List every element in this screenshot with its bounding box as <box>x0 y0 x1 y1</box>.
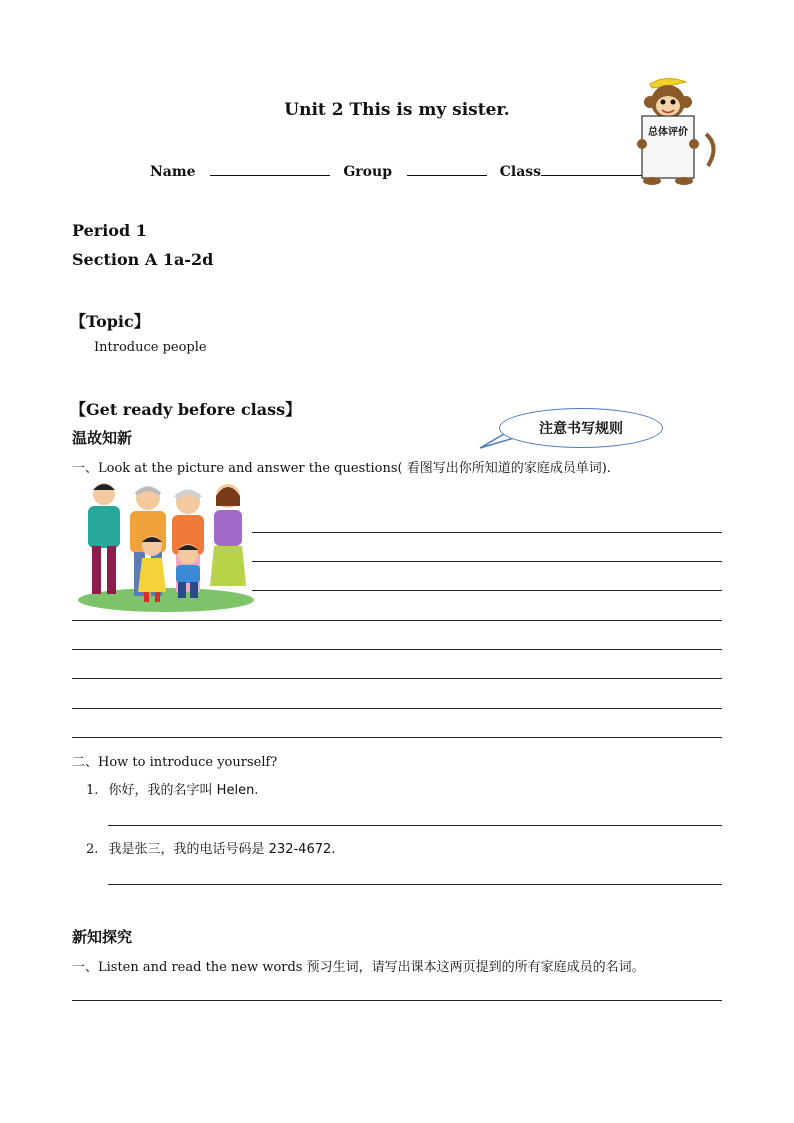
item-2-number: 2. <box>86 842 99 857</box>
period-label: Period 1 <box>72 221 147 240</box>
name-blank[interactable] <box>210 163 330 176</box>
page-title: Unit 2 This is my sister. <box>284 100 510 120</box>
get-ready-heading: 【Get ready before class】 <box>70 400 302 419</box>
question-2-text: 二、How to introduce yourself? <box>72 755 278 770</box>
writing-rules-bubble: 注意书写规则 <box>499 408 663 448</box>
answer-line[interactable] <box>72 708 722 709</box>
name-label: Name <box>150 164 196 180</box>
answer-line[interactable] <box>252 590 722 591</box>
question-1-picture <box>72 457 611 476</box>
section-label: Section A 1a-2d <box>72 250 214 269</box>
group-label: Group <box>343 164 392 180</box>
answer-line[interactable] <box>72 737 722 738</box>
topic-text: Introduce people <box>94 340 207 355</box>
badge-label: 总体评价 <box>648 127 688 138</box>
student-info-row <box>150 163 661 180</box>
answer-line[interactable] <box>252 532 722 533</box>
item-1-text: 你好，我的名字叫 Helen. <box>108 783 259 798</box>
answer-line[interactable] <box>72 1000 722 1001</box>
answer-line[interactable] <box>72 678 722 679</box>
question-1-text: 一、Look at the picture and answer the questions( 看图写出你所知道的家庭成员单词). <box>72 461 611 476</box>
item-1 <box>86 779 258 798</box>
new-knowledge-heading: 新知探究 <box>72 928 133 946</box>
monkey-evaluation-badge <box>628 74 718 189</box>
item-2-text: 我是张三，我的电话号码是 232-4672. <box>108 842 336 857</box>
class-label: Class <box>499 164 542 180</box>
answer-line[interactable] <box>108 825 722 826</box>
item-1-number: 1. <box>86 783 99 798</box>
new-knowledge-question-1: 一、Listen and read the new words 预习生词，请写出课本这两页提到的所有家庭成员的名词。 <box>72 960 645 975</box>
answer-line[interactable] <box>72 620 722 621</box>
family-illustration <box>76 476 256 614</box>
topic-heading: 【Topic】 <box>70 312 150 331</box>
item-2 <box>86 838 335 857</box>
review-heading: 温故知新 <box>72 429 133 447</box>
answer-line[interactable] <box>108 884 722 885</box>
answer-line[interactable] <box>72 649 722 650</box>
answer-line[interactable] <box>252 561 722 562</box>
group-blank[interactable] <box>407 163 487 176</box>
